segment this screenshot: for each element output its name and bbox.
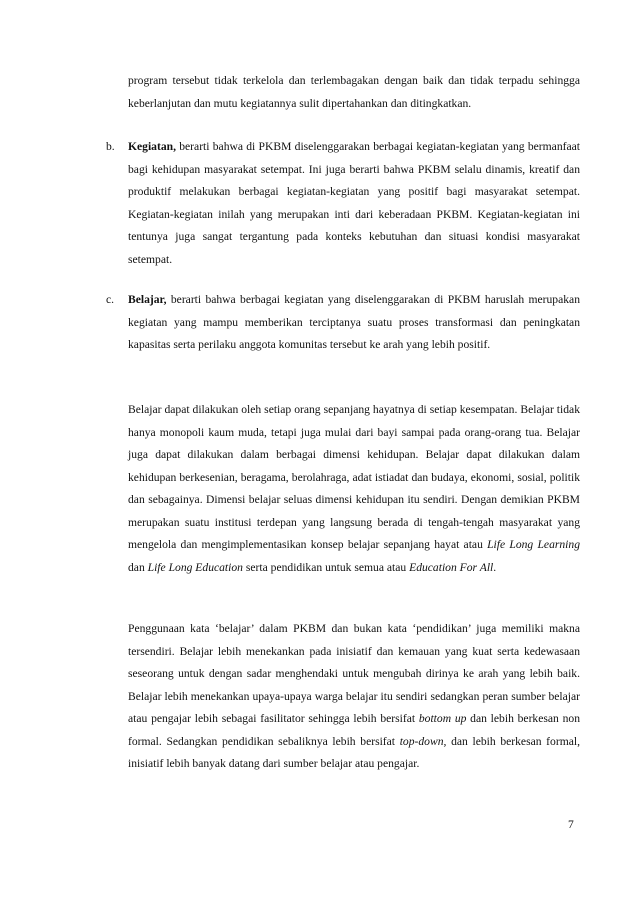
- belajar-paragraph: [128, 399, 580, 579]
- item-c-term: Belajar,: [128, 293, 167, 306]
- intro-paragraph: [128, 70, 580, 115]
- item-c-paragraph: [128, 289, 580, 357]
- belajar-italic-1: Life Long Learning: [487, 538, 580, 551]
- penggunaan-italic-1: bottom up: [418, 712, 467, 725]
- penggunaan-text-1: Penggunaan kata ‘belajar’ dalam PKBM dan bukan kata ‘pendidikan’ juga memiliki makna tersendiri. Belajar lebih menekankan pada inisiatif dan kemauan yang kuat serta kedewasaan seseorang untuk dengan sadar menghendaki untuk mengubah dirinya ke arah yang lebih baik. Belajar lebih menekankan upaya-upaya warga belajar itu sendiri sedangkan peran sumber belajar atau pengajar lebih sebagai fasilitator sehingga lebih bersifat: [128, 622, 580, 725]
- item-b-term: Kegiatan,: [128, 140, 176, 153]
- item-b-paragraph: [128, 136, 580, 271]
- item-b-marker: b.: [106, 140, 115, 153]
- penggunaan-text-3: dan lebih berkesan formal, inisiatif lebih banyak datang dari sumber belajar atau pengajar.: [128, 734, 580, 770]
- item-b-text: berarti bahwa di PKBM diselenggarakan berbagai kegiatan-kegiatan yang bermanfaat bagi kehidupan masyarakat setempat. Ini juga berarti bahwa PKBM selalu dinamis, kreatif dan produktif melakukan berbagai kegiatan-kegiatan yang positif bagi masyarakat setempat. Kegiatan-kegiatan inilah yang merupakan inti dari keberadaan PKBM. Kegiatan-kegiatan ini tentunya juga sangat tergantung pada konteks kebutuhan dan situasi kondisi masyarakat setempat.: [128, 140, 580, 266]
- belajar-italic-3: Education For All: [409, 560, 494, 574]
- belajar-text-1: Belajar dapat dilakukan oleh setiap orang sepanjang hayatnya di setiap kesempatan. Belajar tidak hanya monopoli kaum muda, tetapi juga mulai dari bayi sampai pada orang-orang tua. Belajar juga dapat dilakukan dalam berbagai dimensi kehidupan. Belajar dapat dilakukan dalam kehidupan berkesenian, beragama, berolahraga, adat istiadat dan budaya, ekonomi, sosial, politik dan sebagainya. Dimensi belajar seluas dimensi kehidupan itu sendiri. Dengan demikian PKBM merupakan suatu institusi terdepan yang langsung berada di tengah-tengah masyarakat yang mengelola dan mengimplementasikan konsep belajar sepanjang hayat atau: [128, 403, 580, 551]
- penggunaan-text-2: dan lebih berkesan non formal. Sedangkan pendidikan sebaliknya lebih bersifat: [128, 712, 580, 748]
- item-c-marker: c.: [106, 293, 115, 306]
- belajar-text-3: serta pendidikan untuk semua atau: [242, 560, 410, 574]
- belajar-text-4: .: [493, 560, 497, 574]
- item-c-text: berarti bahwa berbagai kegiatan yang diselenggarakan di PKBM haruslah merupakan kegiatan yang mampu memberikan terciptanya suatu proses transformasi dan peningkatan kapasitas serta perilaku anggota komunitas tersebut ke arah yang lebih positif.: [128, 293, 580, 351]
- belajar-italic-2: Life Long Education: [147, 560, 243, 574]
- penggunaan-italic-2: top-down,: [399, 734, 447, 748]
- intro-text: program tersebut tidak terkelola dan terlembagakan dengan baik dan tidak terpadu sehingga keberlanjutan dan mutu kegiatannya sulit dipertahankan dan ditingkatkan.: [128, 74, 580, 110]
- page-number: 7: [568, 818, 574, 831]
- penggunaan-paragraph: [128, 618, 580, 776]
- belajar-text-2: dan: [128, 560, 148, 574]
